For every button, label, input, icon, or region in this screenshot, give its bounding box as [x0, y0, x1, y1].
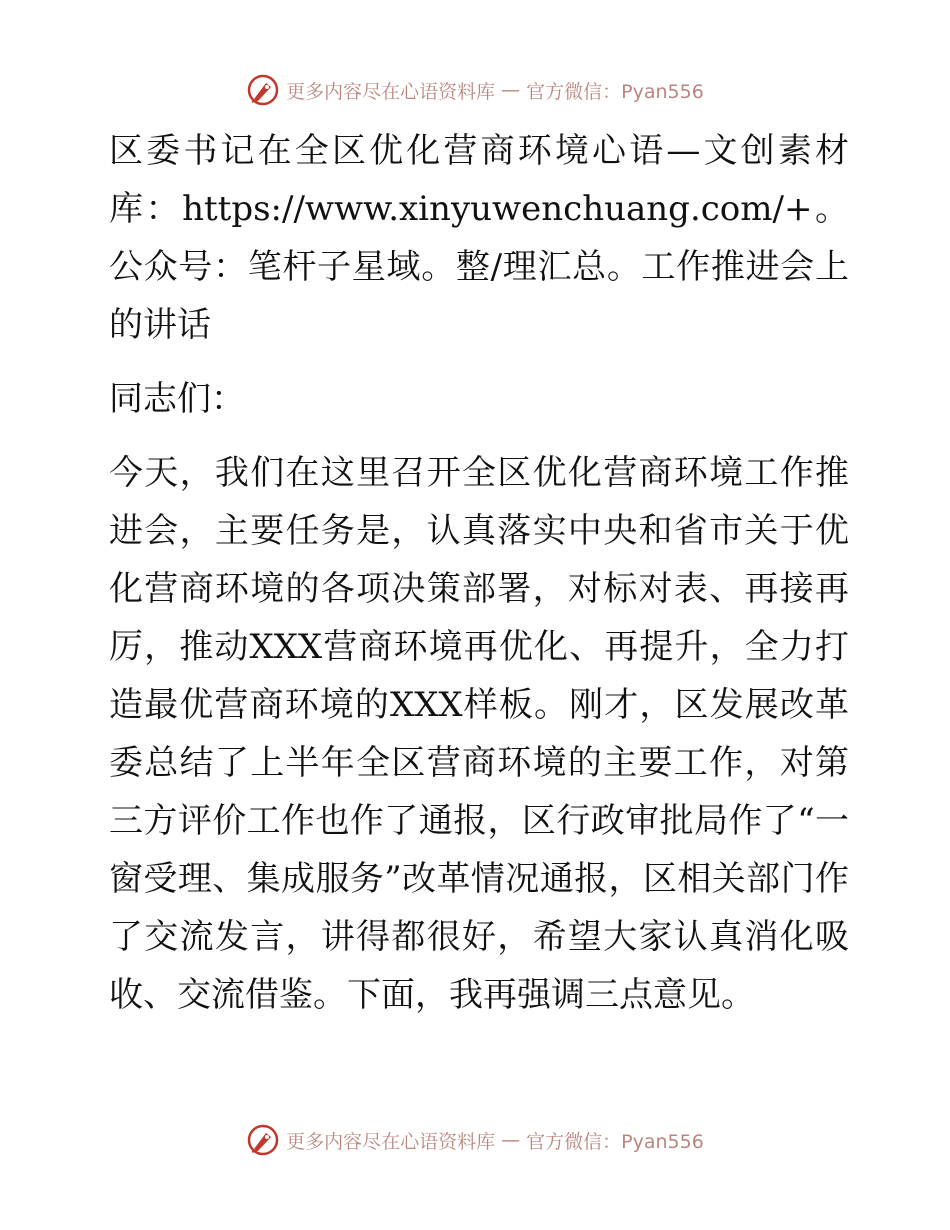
header-banner	[0, 70, 950, 110]
header-banner-wechat: 官方微信：Pyan556	[526, 80, 704, 103]
pen-nib-logo-icon	[246, 1123, 280, 1157]
header-banner-text: 更多内容尽在心语资料库	[286, 80, 496, 103]
document-title: 区委书记在全区优化营商环境心语—文创素材库：https://www.xinyuwenchuang.com/+。公众号：笔杆子星域。整/理汇总。工作推进会上的讲话	[109, 131, 849, 345]
body-paragraph: 今天，我们在这里召开全区优化营商环境工作推进会，主要任务是，认真落实中央和省市关于优化营商环境的各项决策部署，对标对表、再接再厉，推动XXX营商环境再优化、再提升，全力打造最优营商环境的XXX样板。刚才，区发展改革委总结了上半年全区营商环境的主要工作，对第三方评价工作也作了通报，区行政审批局作了“一窗受理、集成服务”改革情况通报，区相关部门作了交流发言，讲得都很好，希望大家认真消化吸收、交流借鉴。下面，我再强调三点意见。	[109, 453, 849, 1015]
header-banner-separator: —	[501, 79, 521, 101]
footer-banner-separator: —	[501, 1129, 521, 1151]
footer-banner	[0, 1120, 950, 1160]
pen-nib-logo-icon	[246, 73, 280, 107]
footer-banner-wechat: 官方微信：Pyan556	[526, 1130, 704, 1153]
document-content	[97, 122, 849, 1024]
footer-banner-text: 更多内容尽在心语资料库	[286, 1130, 496, 1153]
salutation: 同志们：	[109, 379, 245, 419]
